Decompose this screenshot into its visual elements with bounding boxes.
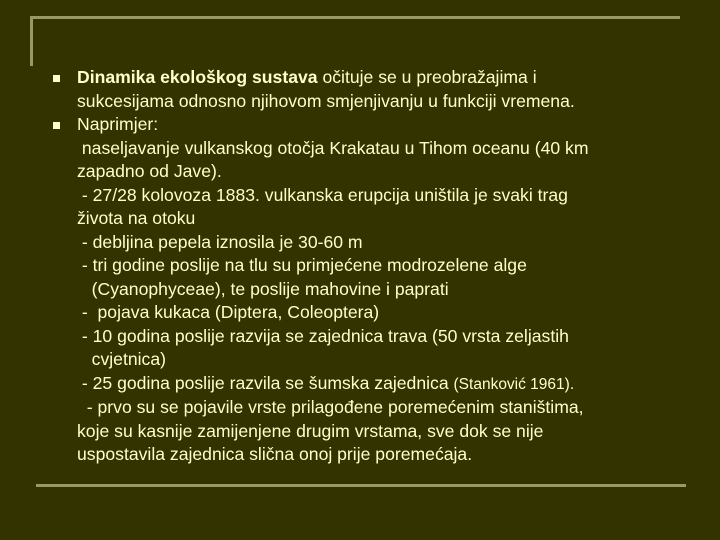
text-line: sukcesijama odnosno njihovom smjenjivanju u funkciji vremena. <box>77 90 575 111</box>
text-line: zapadno od Jave). <box>77 161 222 181</box>
frame-top-line <box>30 16 680 19</box>
text-line: - tri godine poslije na tlu su primjećene modrozelene alge <box>77 255 527 275</box>
frame-left-line <box>30 16 33 66</box>
text-line: koje su kasnije zamijenjene drugim vrstama, sve dok se nije <box>77 420 544 441</box>
text-line: - 27/28 kolovoza 1883. vulkanska erupcija uništila je svaki trag <box>77 184 568 205</box>
slide-content <box>52 66 682 467</box>
frame-bottom-line <box>36 484 686 487</box>
text-line: naseljavanje vulkanskog otočja Krakatau u Tihom oceanu (40 km <box>77 137 589 158</box>
text-line: - pojava kukaca (Diptera, Coleoptera) <box>77 302 380 322</box>
text-line: uspostavila zajednica slična onoj prije poremećaja. <box>77 444 473 464</box>
text-line: Naprimjer: <box>77 114 159 134</box>
text-span: - 25 godina poslije razvila se šumska zajednica <box>77 372 454 393</box>
text-line: (Cyanophyceae), te poslije mahovine i paprati <box>77 278 449 299</box>
square-bullet-icon <box>53 122 60 129</box>
text-line: cvjetnica) <box>77 349 166 369</box>
bullet-item-dynamics <box>52 66 682 113</box>
bullet-item-example <box>52 113 682 467</box>
bold-phrase: Dinamika ekološkog sustava <box>77 67 318 87</box>
square-bullet-icon <box>53 75 60 82</box>
text-span: očituje se u preobražajima i <box>317 67 537 87</box>
text-line: - prvo su se pojavile vrste prilagođene poremećenim staništima, <box>77 397 584 417</box>
text-line <box>77 66 682 90</box>
text-line: - debljina pepela iznosila je 30-60 m <box>77 231 363 252</box>
text-line <box>77 372 682 397</box>
text-line: života na otoku <box>77 208 196 228</box>
citation-text: (Stanković 1961). <box>453 375 575 393</box>
text-line: - 10 godina poslije razvija se zajednica trava (50 vrsta zeljastih <box>77 325 569 346</box>
